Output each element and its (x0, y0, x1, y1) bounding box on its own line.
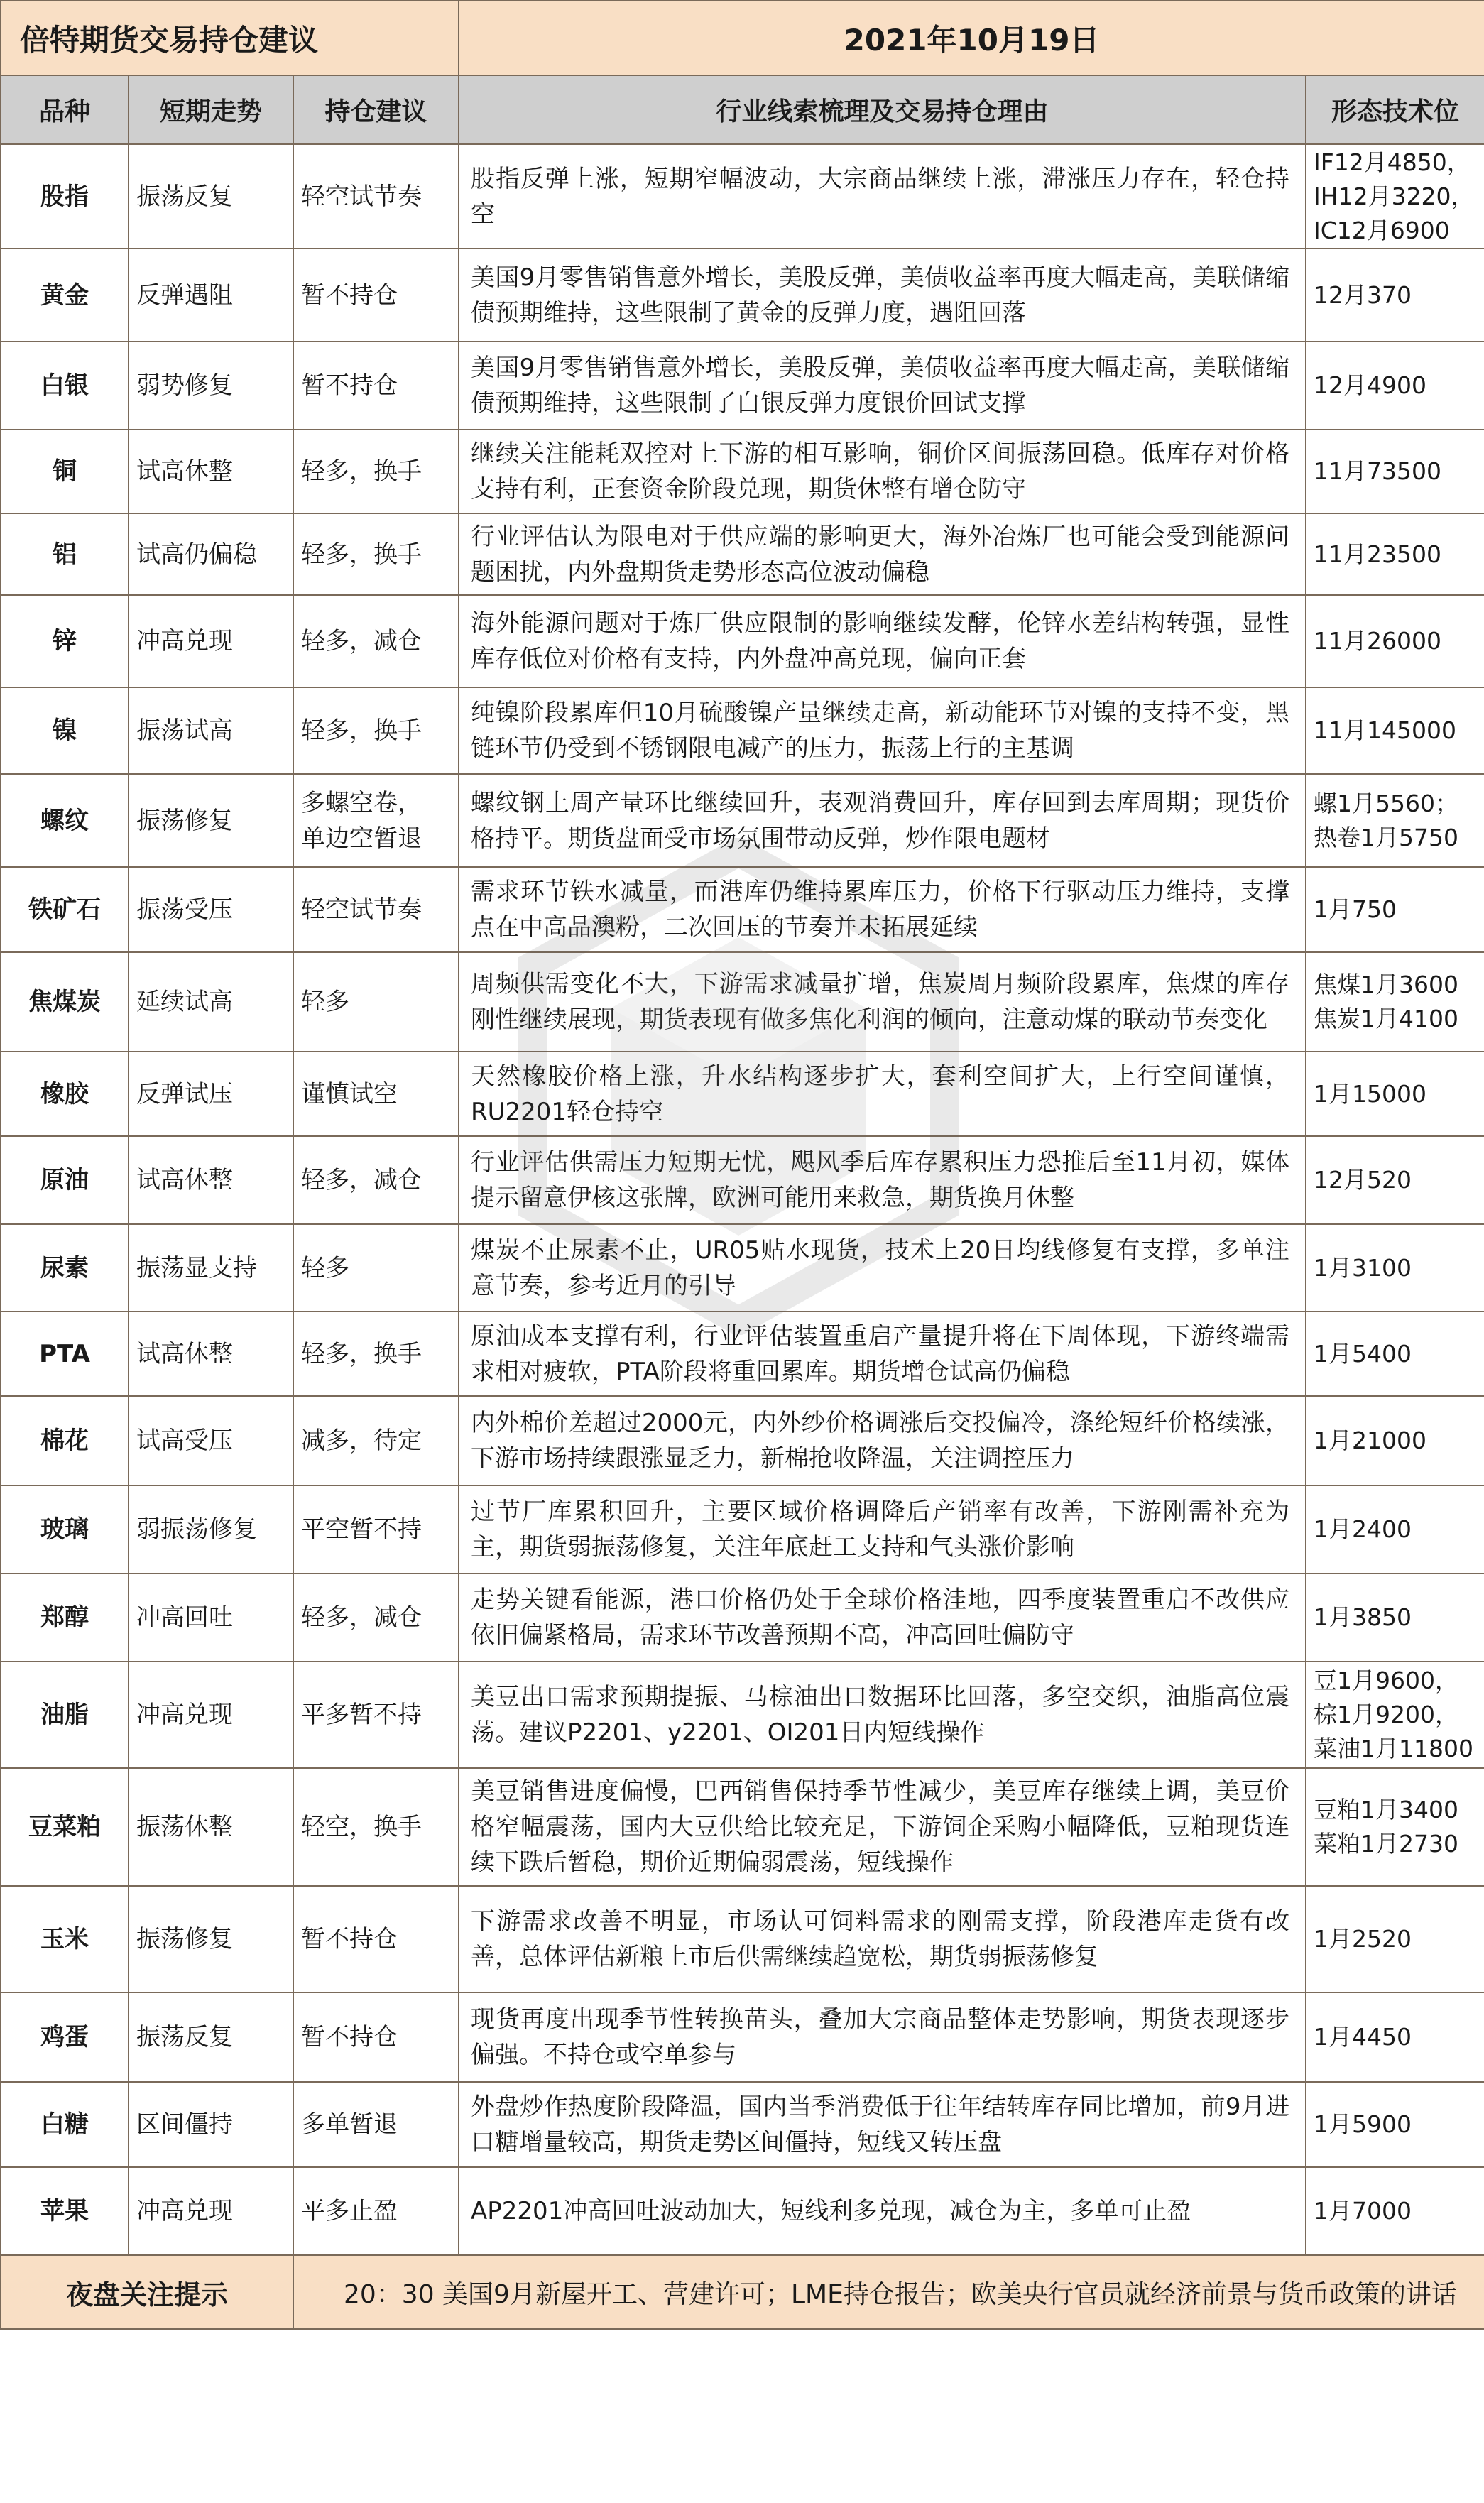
position-advice: 轻空，换手 (293, 1768, 459, 1886)
position-advice: 轻多，减仓 (293, 1136, 459, 1224)
variety-name: 焦煤炭 (1, 952, 129, 1052)
short-term-trend: 振荡显支持 (129, 1224, 293, 1312)
position-advice: 减多，待定 (293, 1396, 459, 1485)
trading-reason: 美国9月零售销售意外增长，美股反弹，美债收益率再度大幅走高，美联储缩债预期维持，这些限制了白银反弹力度银价回试支撑 (459, 342, 1306, 430)
position-advice: 谨慎试空 (293, 1052, 459, 1136)
position-advice: 平多止盈 (293, 2167, 459, 2255)
position-advice: 轻多 (293, 952, 459, 1052)
table-row (1, 774, 1484, 867)
trading-reason: 行业评估供需压力短期无忧，飓风季后库存累积压力恐推后至11月初，媒体提示留意伊核这张牌，欧洲可能用来救急，期货换月休整 (459, 1136, 1306, 1224)
technical-level: 11月23500 (1306, 513, 1484, 595)
table-row (1, 687, 1484, 774)
short-term-trend: 振荡修复 (129, 1886, 293, 1992)
technical-level: 螺1月5560； 热卷1月5750 (1306, 774, 1484, 867)
trading-reason: 走势关键看能源，港口价格仍处于全球价格洼地，四季度装置重启不改供应依旧偏紧格局，需求环节改善预期不高，冲高回吐偏防守 (459, 1574, 1306, 1662)
table-row (1, 1662, 1484, 1768)
technical-level: 12月370 (1306, 249, 1484, 342)
technical-level: 1月5400 (1306, 1312, 1484, 1396)
position-advice: 轻多，减仓 (293, 1574, 459, 1662)
short-term-trend: 振荡修复 (129, 774, 293, 867)
variety-name: PTA (1, 1312, 129, 1396)
short-term-trend: 试高休整 (129, 1136, 293, 1224)
trading-reason: 周频供需变化不大，下游需求减量扩增，焦炭周月频阶段累库，焦煤的库存刚性继续展现，期货表现有做多焦化利润的倾向，注意动煤的联动节奏变化 (459, 952, 1306, 1052)
column-header-trend: 短期走势 (129, 75, 293, 144)
table-row (1, 1992, 1484, 2082)
short-term-trend: 振荡反复 (129, 1992, 293, 2082)
table-row (1, 144, 1484, 249)
table-row (1, 1396, 1484, 1485)
table-row (1, 342, 1484, 430)
trading-reason: 海外能源问题对于炼厂供应限制的影响继续发酵，伦锌水差结构转强，显性库存低位对价格有支持，内外盘冲高兑现，偏向正套 (459, 595, 1306, 687)
position-advice: 轻多，减仓 (293, 595, 459, 687)
technical-level: 1月21000 (1306, 1396, 1484, 1485)
technical-level: 豆粕1月3400 菜粕1月2730 (1306, 1768, 1484, 1886)
column-header-row (1, 75, 1484, 144)
technical-level: 1月15000 (1306, 1052, 1484, 1136)
variety-name: 橡胶 (1, 1052, 129, 1136)
column-header-variety: 品种 (1, 75, 129, 144)
trading-reason: 下游需求改善不明显，市场认可饲料需求的刚需支撑，阶段港库走货有改善，总体评估新粮上市后供需继续趋宽松，期货弱振荡修复 (459, 1886, 1306, 1992)
technical-level: 1月2400 (1306, 1485, 1484, 1574)
short-term-trend: 冲高兑现 (129, 1662, 293, 1768)
variety-name: 镍 (1, 687, 129, 774)
table-row (1, 249, 1484, 342)
trading-reason: 原油成本支撑有利，行业评估装置重启产量提升将在下周体现，下游终端需求相对疲软，PTA阶段将重回累库。期货增仓试高仍偏稳 (459, 1312, 1306, 1396)
short-term-trend: 区间僵持 (129, 2082, 293, 2167)
position-advice: 暂不持仓 (293, 249, 459, 342)
column-header-reason: 行业线索梳理及交易持仓理由 (459, 75, 1306, 144)
technical-level: 焦煤1月3600 焦炭1月4100 (1306, 952, 1484, 1052)
trading-reason: 纯镍阶段累库但10月硫酸镍产量继续走高，新动能环节对镍的支持不变，黑链环节仍受到不锈钢限电减产的压力，振荡上行的主基调 (459, 687, 1306, 774)
short-term-trend: 冲高兑现 (129, 595, 293, 687)
variety-name: 锌 (1, 595, 129, 687)
variety-name: 铝 (1, 513, 129, 595)
night-session-label: 夜盘关注提示 (1, 2255, 293, 2329)
position-advice: 多螺空卷， 单边空暂退 (293, 774, 459, 867)
short-term-trend: 反弹遇阻 (129, 249, 293, 342)
technical-level: 1月4450 (1306, 1992, 1484, 2082)
table-row (1, 1574, 1484, 1662)
technical-level: 1月7000 (1306, 2167, 1484, 2255)
table-row (1, 595, 1484, 687)
variety-name: 油脂 (1, 1662, 129, 1768)
night-session-text: 20：30 美国9月新屋开工、营建许可；LME持仓报告；欧美央行官员就经济前景与货币政策的讲话 (293, 2255, 1484, 2329)
variety-name: 豆菜粕 (1, 1768, 129, 1886)
variety-name: 白银 (1, 342, 129, 430)
trading-reason: 美豆销售进度偏慢，巴西销售保持季节性减少，美豆库存继续上调，美豆价格窄幅震荡，国内大豆供给比较充足，下游饲企采购小幅降低，豆粕现货连续下跌后暂稳，期价近期偏弱震荡，短线操作 (459, 1768, 1306, 1886)
trading-reason: 美豆出口需求预期提振、马棕油出口数据环比回落，多空交织，油脂高位震荡。建议P2201、y2201、OI201日内短线操作 (459, 1662, 1306, 1768)
trading-reason: 现货再度出现季节性转换苗头，叠加大宗商品整体走势影响，期货表现逐步偏强。不持仓或空单参与 (459, 1992, 1306, 2082)
short-term-trend: 振荡反复 (129, 144, 293, 249)
table-body (1, 144, 1484, 2255)
short-term-trend: 弱势修复 (129, 342, 293, 430)
variety-name: 棉花 (1, 1396, 129, 1485)
variety-name: 玉米 (1, 1886, 129, 1992)
table-row (1, 2167, 1484, 2255)
table-row (1, 1886, 1484, 1992)
trading-reason: AP2201冲高回吐波动加大，短线利多兑现，减仓为主，多单可止盈 (459, 2167, 1306, 2255)
position-advice: 暂不持仓 (293, 1992, 459, 2082)
variety-name: 苹果 (1, 2167, 129, 2255)
title-row (1, 1, 1484, 75)
table-row (1, 867, 1484, 952)
trading-reason: 内外棉价差超过2000元，内外纱价格调涨后交投偏冷，涤纶短纤价格续涨，下游市场持续跟涨显乏力，新棉抢收降温，关注调控压力 (459, 1396, 1306, 1485)
trading-reason: 股指反弹上涨，短期窄幅波动，大宗商品继续上涨，滞涨压力存在，轻仓持空 (459, 144, 1306, 249)
table-row (1, 1768, 1484, 1886)
short-term-trend: 冲高兑现 (129, 2167, 293, 2255)
trading-reason: 美国9月零售销售意外增长，美股反弹，美债收益率再度大幅走高，美联储缩债预期维持，这些限制了黄金的反弹力度，遇阻回落 (459, 249, 1306, 342)
table-row (1, 952, 1484, 1052)
trading-reason: 行业评估认为限电对于供应端的影响更大，海外冶炼厂也可能会受到能源问题困扰，内外盘期货走势形态高位波动偏稳 (459, 513, 1306, 595)
table-row (1, 1136, 1484, 1224)
page-title: 倍特期货交易持仓建议 (1, 1, 459, 75)
variety-name: 黄金 (1, 249, 129, 342)
trading-reason: 天然橡胶价格上涨，升水结构逐步扩大，套利空间扩大，上行空间谨慎，RU2201轻仓持空 (459, 1052, 1306, 1136)
variety-name: 鸡蛋 (1, 1992, 129, 2082)
position-advice: 暂不持仓 (293, 1886, 459, 1992)
short-term-trend: 振荡休整 (129, 1768, 293, 1886)
short-term-trend: 振荡受压 (129, 867, 293, 952)
technical-level: 1月2520 (1306, 1886, 1484, 1992)
footer-row (1, 2255, 1484, 2329)
technical-level: 1月5900 (1306, 2082, 1484, 2167)
short-term-trend: 试高仍偏稳 (129, 513, 293, 595)
column-header-advice: 持仓建议 (293, 75, 459, 144)
position-advice: 平空暂不持 (293, 1485, 459, 1574)
position-advice: 轻多，换手 (293, 1312, 459, 1396)
variety-name: 铜 (1, 430, 129, 513)
trading-reason: 外盘炒作热度阶段降温，国内当季消费低于往年结转库存同比增加，前9月进口糖增量较高，期货走势区间僵持，短线又转压盘 (459, 2082, 1306, 2167)
technical-level: 12月4900 (1306, 342, 1484, 430)
table-row (1, 1052, 1484, 1136)
report-date: 2021年10月19日 (459, 1, 1484, 75)
variety-name: 螺纹 (1, 774, 129, 867)
trading-reason: 煤炭不止尿素不止，UR05贴水现货，技术上20日均线修复有支撑，多单注意节奏，参考近月的引导 (459, 1224, 1306, 1312)
position-advice: 暂不持仓 (293, 342, 459, 430)
trading-reason: 螺纹钢上周产量环比继续回升，表观消费回升，库存回到去库周期；现货价格持平。期货盘面受市场氛围带动反弹，炒作限电题材 (459, 774, 1306, 867)
technical-level: 11月145000 (1306, 687, 1484, 774)
short-term-trend: 弱振荡修复 (129, 1485, 293, 1574)
technical-level: 11月73500 (1306, 430, 1484, 513)
variety-name: 郑醇 (1, 1574, 129, 1662)
short-term-trend: 振荡试高 (129, 687, 293, 774)
technical-level: 1月3100 (1306, 1224, 1484, 1312)
short-term-trend: 试高受压 (129, 1396, 293, 1485)
table-row (1, 1485, 1484, 1574)
column-header-tech: 形态技术位 (1306, 75, 1484, 144)
variety-name: 股指 (1, 144, 129, 249)
technical-level: 1月3850 (1306, 1574, 1484, 1662)
position-advice: 轻多，换手 (293, 687, 459, 774)
position-advice: 轻多，换手 (293, 513, 459, 595)
short-term-trend: 反弹试压 (129, 1052, 293, 1136)
position-advice: 轻空试节奏 (293, 144, 459, 249)
technical-level: 11月26000 (1306, 595, 1484, 687)
variety-name: 原油 (1, 1136, 129, 1224)
table-row (1, 2082, 1484, 2167)
short-term-trend: 试高休整 (129, 430, 293, 513)
table-row (1, 1224, 1484, 1312)
technical-level: 豆1月9600， 棕1月9200， 菜油1月11800 (1306, 1662, 1484, 1768)
trading-reason: 需求环节铁水减量，而港库仍维持累库压力，价格下行驱动压力维持，支撑点在中高品澳粉，二次回压的节奏并未拓展延续 (459, 867, 1306, 952)
technical-level: 12月520 (1306, 1136, 1484, 1224)
position-advice: 轻多 (293, 1224, 459, 1312)
short-term-trend: 试高休整 (129, 1312, 293, 1396)
trading-reason: 继续关注能耗双控对上下游的相互影响，铜价区间振荡回稳。低库存对价格支持有利，正套资金阶段兑现，期货休整有增仓防守 (459, 430, 1306, 513)
trading-reason: 过节厂库累积回升，主要区域价格调降后产销率有改善，下游刚需补充为主，期货弱振荡修复，关注年底赶工支持和气头涨价影响 (459, 1485, 1306, 1574)
variety-name: 白糖 (1, 2082, 129, 2167)
table-row (1, 1312, 1484, 1396)
position-advice: 多单暂退 (293, 2082, 459, 2167)
position-advice: 轻空试节奏 (293, 867, 459, 952)
technical-level: IF12月4850， IH12月3220， IC12月6900 (1306, 144, 1484, 249)
position-advice: 轻多，换手 (293, 430, 459, 513)
short-term-trend: 冲高回吐 (129, 1574, 293, 1662)
table-row (1, 430, 1484, 513)
position-advice: 平多暂不持 (293, 1662, 459, 1768)
variety-name: 玻璃 (1, 1485, 129, 1574)
variety-name: 尿素 (1, 1224, 129, 1312)
technical-level: 1月750 (1306, 867, 1484, 952)
variety-name: 铁矿石 (1, 867, 129, 952)
short-term-trend: 延续试高 (129, 952, 293, 1052)
table-row (1, 513, 1484, 595)
